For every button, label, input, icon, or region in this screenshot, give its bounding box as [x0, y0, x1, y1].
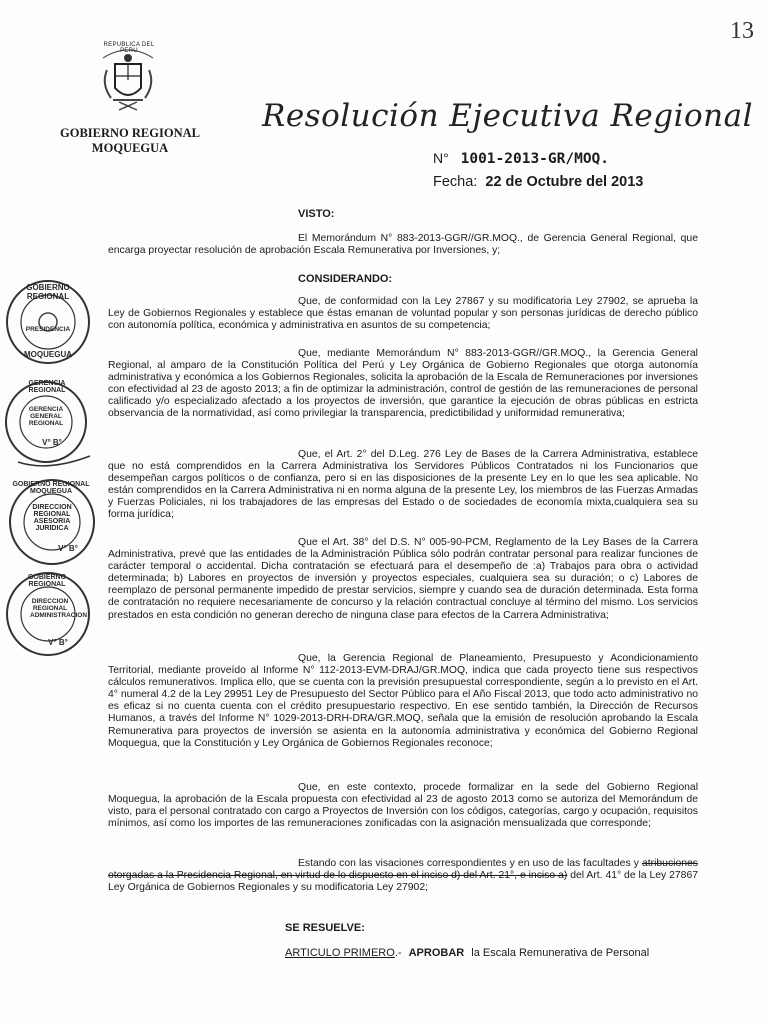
resolution-number: [433, 150, 609, 167]
government-name: [55, 126, 205, 156]
gerencia-general-stamp: [4, 376, 94, 476]
government-name-line2: MOQUEGUA: [91, 141, 169, 155]
se-resuelve-heading: SE RESUELVE:: [285, 922, 365, 934]
administracion-stamp: [2, 570, 94, 660]
final-paragraph: [108, 858, 698, 894]
final-paragraph-part1: Estando con las visaciones correspondientes y en uso de las facultades y: [298, 858, 642, 869]
considerando-paragraph-3: Que, el Art. 2° del D.Leg. 276 Ley de Bases de la Carrera Administrativa, establece que no está comprendidos en la Carrera Administrativa los Servidores Públicos Contratados ni los Funcionarios que desempeñan cargos políticos o de confianza, pero si en las disposiciones de la presente Ley en lo que les sea aplicable. No están comprendidos en la Carrera Administrativa ni en norma alguna de la presente Ley, los miembros de las Fuerzas Armadas y Fuerzas Policiales, ni los trabajadores de las empresas del Estado o de sociedades de economía mixta,cualquiera sea su forma jurídica;: [108, 449, 698, 521]
resolution-number-value: 1001-2013-GR/MOQ.: [460, 151, 610, 167]
article-one-verb: APROBAR: [408, 947, 465, 959]
stamp-1-middle: PRESIDENCIA: [25, 326, 71, 333]
final-paragraph-part2: del Art. 41° de la Ley 27867 Ley Orgánica de Gobiernos Regionales y su modificatoria Ley 27902;: [108, 870, 699, 894]
stamp-4-middle: DIRECCION REGIONAL ADMINISTRACION: [30, 598, 88, 619]
considerando-paragraph-2: Que, mediante Memorándum N° 883-2013-GGR//GR.MOQ., la Gerencia General Regional, al amparo de la Constitución Política del Perú y Ley Orgánica de Gobierno Regionales que otorga autonomía administrativa y económica a los Gobiernos Regionales, solicita la aprobación de la Escala de Remuneraciones por inversiones con efectividad al 23 de agosto 2013; a fin de optimizar la administración, control de gestión de las remuneraciones de personal calificado y/o especializado afectado a los proyectos de inversión, que garantice la ejecución de obras públicas en estricta observancia de la normatividad, así como privilegiar la transparencia, predictibilidad y uniformidad remunerativa;: [108, 348, 698, 420]
document-title: Resolución Ejecutiva Regional: [262, 98, 754, 134]
resolution-date: [433, 174, 643, 190]
asesoria-juridica-stamp: [2, 478, 100, 568]
final-paragraph-struck: atribuciones otorgadas a la Presidencia Regional, en virtud de lo dispuesto en el inciso d) del Art. 21°, e inciso a): [108, 858, 698, 882]
stamp-4-bottom: V° B°: [48, 638, 68, 647]
considerando-paragraph-6: Que, en este contexto, procede formalizar en la sede del Gobierno Regional Moquegua, la aprobación de la Escala propuesta con efectividad al 23 de agosto 2013 como se autoriza del Memorándum de visto, para el personal contratado con cargo a Proyectos de Inversión con los códigos, categorías, cargo y ocupación, requisitos mínimos, así como los importes de las remuneraciones zonificadas con la asignación mensualizada que corresponde;: [108, 782, 698, 830]
stamp-2-bottom: V° B°: [42, 438, 62, 447]
stamp-3-middle: DIRECCION REGIONAL ASESORIA JURIDICA: [32, 504, 72, 532]
considerando-paragraph-1: Que, de conformidad con la Ley 27867 y su modificatoria Ley 27902, se aprueba la Ley de Gobiernos Regionales y establece que éstas emanan de voluntad popular y son personas jurídicas de derecho público con autonomía política, económica y administrativa en asuntos de su competencia;: [108, 296, 698, 332]
considerando-paragraph-4: Que el Art. 38° del D.S. N° 005-90-PCM, Reglamento de la Ley Bases de la Carrera Administrativa, prevé que las entidades de la Administración Pública sólo podrán contratar personal para realizar funciones de carácter temporal o accidental. Dicha contratación se efectuará para el desempeño de :a) Trabajos para obra o actividad determinada; b) Labores en proyectos de inversión y proyectos especiales, cualquiera sea su duración; o c) Labores de reemplazo de personal permanente impedido de prestar servicios, siempre y cuando sea de duración determinada. Esta forma de contratación no requiere necesariamente de concurso y la relación contractual concluye al término del mismo. Los servicios prestados en esta condición no generan derecho de ninguna clase para efectos de la Carrera Administrativa;: [108, 537, 698, 621]
resolution-number-label: N°: [433, 150, 449, 166]
resolution-date-label: Fecha:: [433, 174, 478, 190]
considerando-heading: CONSIDERANDO:: [298, 273, 393, 285]
article-one: [285, 947, 649, 959]
page-number: 13: [730, 18, 754, 44]
article-one-label: ARTICULO PRIMERO: [285, 947, 395, 959]
stamp-4-top: GOBIERNO REGIONAL: [27, 574, 67, 588]
government-name-line1: GOBIERNO REGIONAL: [60, 126, 200, 140]
visto-paragraph: El Memorándum N° 883-2013-GGR//GR.MOQ., de Gerencia General Regional, que encarga proyectar resolución de aprobación Escala Remunerativa por Inversiones, y;: [108, 233, 698, 257]
visto-heading: VISTO:: [298, 208, 335, 220]
stamp-3-bottom: V° B°: [58, 544, 78, 553]
stamp-2-top: GERENCIA REGIONAL: [28, 380, 66, 394]
stamp-2-middle: GERENCIA GENERAL REGIONAL: [28, 406, 64, 427]
stamp-1-bottom: MOQUEGUA: [24, 350, 72, 359]
resolution-date-value: 22 de Octubre del 2013: [485, 174, 644, 190]
stamp-1-top: GOBIERNO REGIONAL: [26, 283, 70, 301]
stamp-3-top: GOBIERNO REGIONAL MOQUEGUA: [12, 481, 90, 495]
article-one-text: la Escala Remunerativa de Personal: [471, 947, 650, 959]
crest-caption: REPUBLICA DEL PERU: [103, 42, 155, 54]
considerando-paragraph-5: Que, la Gerencia Regional de Planeamiento, Presupuesto y Acondicionamiento Territorial, mediante proveído al Informe N° 112-2013-EVM-DRAJ/GR.MOQ, indica que cada proyecto tiene sus respectivos cálculos remunerativos. Implica ello, que se cuenta con la previsión presupuestal correspondiente, según a lo previsto en el Art. 4° numeral 4.2 de la Ley 29951 Ley de Presupuesto del Sector Público para el Año Fiscal 2013, que todo acto administrativo no es eficaz si no cuenta cuenta con el crédito presupuestario respectivo. En ese sentido también, la Dirección de Recursos Humanos, a través del Informe N° 1029-2013-DRH-DRA/GR.MOQ, señala que la emisión de resolución aprobando la Escala Remunerativa para proyectos de inversión se asienta en la autonomía administrativa y económica del Gobierno Regional Moquegua, que la Constitución y Ley Orgánica de Gobiernos Regionales reconoce;: [108, 653, 698, 749]
presidencia-stamp: [4, 278, 92, 366]
article-one-dash: .-: [394, 947, 402, 959]
